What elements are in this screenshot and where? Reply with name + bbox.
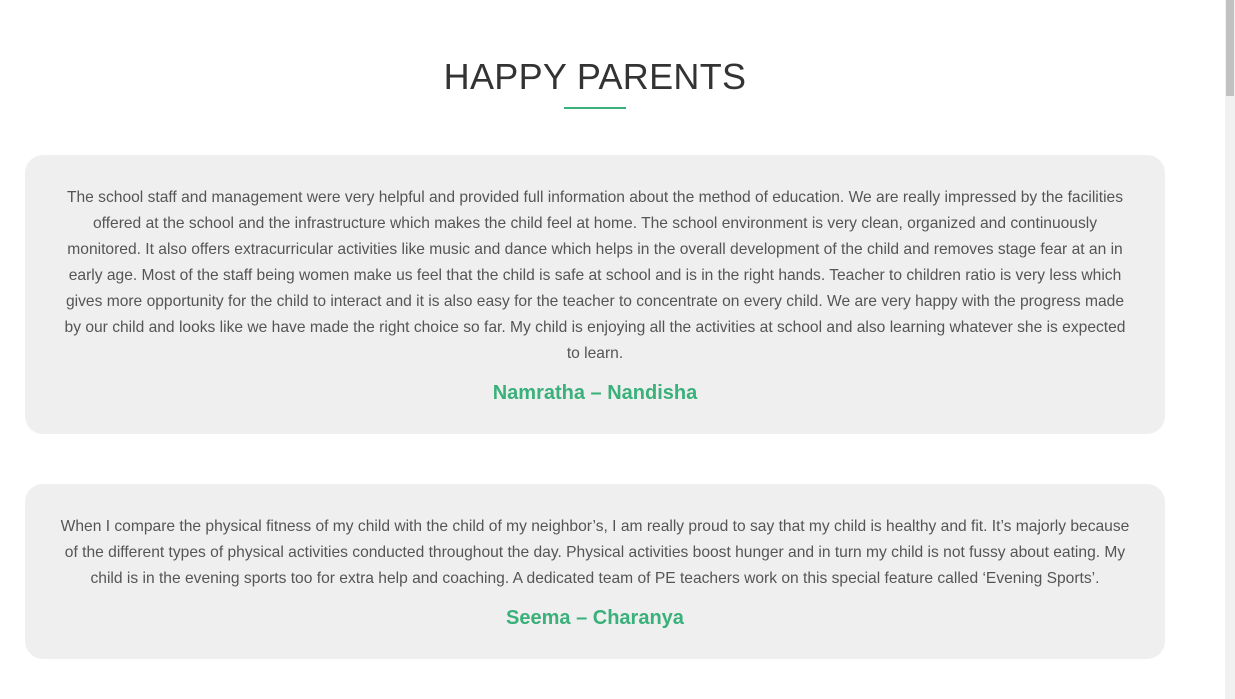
testimonial-card bbox=[25, 155, 1165, 434]
scrollbar-thumb[interactable] bbox=[1226, 0, 1234, 96]
title-underline bbox=[564, 107, 626, 109]
testimonial-author: Namratha – Nandisha bbox=[492, 382, 698, 404]
testimonial-quote: The school staff and management were very helpful and provided full information about the method of education. We are really impressed by the facilities offered at the school and the infrastructure which makes the child feel at home. The school environment is very clean, organized and continuously monitored. It also offers extracurricular activities like music and dance which helps in the overall development of the child and removes stage fear at an in early age. Most of the staff being women make us feel that the child is safe at school and is in the right hands. Teacher to children ratio is very less which gives more opportunity for the child to interact and it is also easy for the teacher to concentrate on every child. We are very happy with the progress made by our child and looks like we have made the right choice so far. My child is enjoying all the activities at school and also learning whatever she is expected to learn. bbox=[64, 189, 1126, 362]
vertical-scrollbar[interactable] bbox=[1225, 0, 1235, 699]
section-title: HAPPY PARENTS bbox=[443, 56, 747, 97]
testimonial-card bbox=[25, 484, 1165, 659]
testimonial-quote: When I compare the physical fitness of my child with the child of my neighbor’s, I am really proud to say that my child is healthy and fit. It’s majorly because of the different types of physical activities conducted throughout the day. Physical activities boost hunger and in turn my child is not fussy about eating. My child is in the evening sports too for extra help and coaching. A dedicated team of PE teachers work on this special feature called ‘Evening Sports’. bbox=[60, 518, 1130, 587]
testimonial-author: Seema – Charanya bbox=[506, 607, 684, 629]
